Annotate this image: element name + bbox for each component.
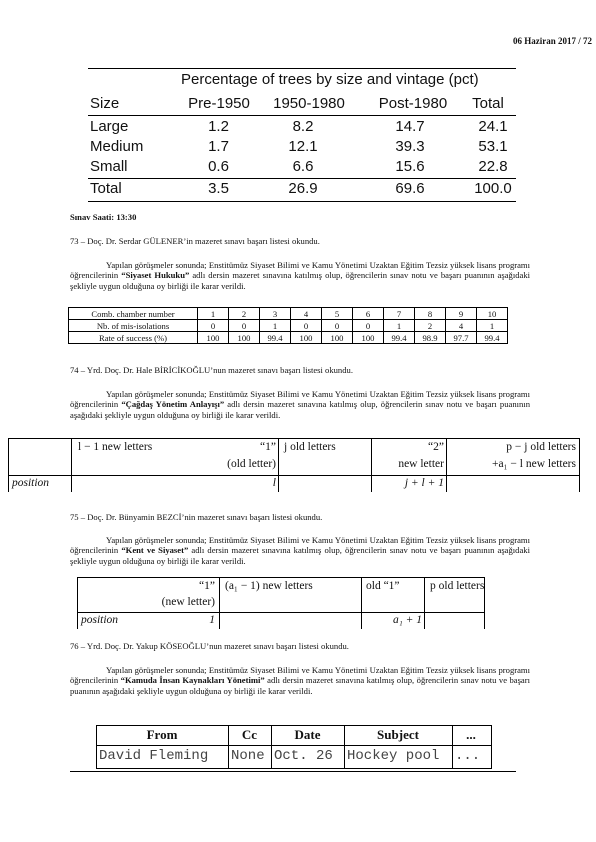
email-table (96, 725, 492, 769)
table-cell: 100 (322, 332, 353, 344)
position-value: 1 (209, 614, 215, 626)
position-value: a₁ + 1 (392, 614, 422, 626)
table-cell: 7 (384, 308, 415, 320)
table-cell: 6.6 (292, 158, 314, 175)
diagram-rule (8, 475, 580, 476)
item-73-heading: 73 – Doç. Dr. Serdar GÜLENER’in mazeret sınavı başarı listesi okundu. (70, 236, 320, 246)
table-cell: 97.7 (446, 332, 477, 344)
table-cell: 8.2 (292, 118, 314, 135)
table-cell: 4 (446, 320, 477, 332)
item-74-paragraph (70, 389, 530, 420)
table-rule (96, 745, 492, 746)
row-label: Rate of success (%) (69, 332, 198, 344)
letter-position-diagram-1 (8, 438, 580, 492)
table-cell: ... (455, 748, 481, 764)
table-cell: 1 (477, 320, 508, 332)
table-cell: 100.0 (474, 180, 512, 197)
table-cell: 8 (415, 308, 446, 320)
table-cell: 6 (353, 308, 384, 320)
col-header: 1950-1980 (273, 95, 345, 112)
diagram-cell: j old letters (284, 441, 336, 453)
table-row (69, 320, 508, 332)
table-cell: 1.7 (208, 138, 229, 155)
paragraph-text: Yapılan görüşmeler sonunda; Enstitümüz Siyaset Bilimi ve Kamu Yönetimi Uzaktan Eğitim Tezsiz yüksek lisans programı öğrencilerinin (70, 535, 530, 556)
item-76-heading: 76 – Yrd. Doç. Dr. Yakup KÖSEOĞLU’nun mazeret sınavı başarı listesi okundu. (70, 641, 349, 651)
position-value: l (272, 477, 276, 489)
diagram-cell: new letter (398, 458, 444, 470)
diagram-rule (8, 438, 580, 439)
table-cell: 100 (198, 332, 229, 344)
paragraph-text: adlı dersin mazeret sınavına katılmış olup, öğrencilerin sınav notu ve başarı puanının aşağıdaki şekliyle uygun olduğuna oy birliği ile karar verildi. (70, 545, 530, 566)
row-label: Comb. chamber number (69, 308, 198, 320)
chamber-table (68, 307, 508, 344)
table-cell: 26.9 (288, 180, 318, 197)
table-cell: 99.4 (260, 332, 291, 344)
table-cell: 100 (353, 332, 384, 344)
table-header-row (88, 95, 516, 115)
table-cell: 99.4 (477, 332, 508, 344)
table-cell: 100 (291, 332, 322, 344)
table-cell: 3.5 (208, 180, 229, 197)
table-cell: 69.6 (395, 180, 425, 197)
table-cell: None (231, 748, 265, 764)
diagram-cell: p old letters (430, 580, 485, 592)
position-value: j + l + 1 (404, 477, 444, 489)
page-rule (70, 771, 516, 772)
table-cell: 99.4 (384, 332, 415, 344)
col-header: ... (466, 727, 476, 742)
table-cell: 0 (229, 320, 260, 332)
diagram-divider (361, 577, 362, 629)
diagram-cell: old “1” (366, 580, 400, 592)
table-rule (88, 201, 516, 202)
table-cell: 10 (477, 308, 508, 320)
col-header: From (146, 727, 178, 742)
table-cell: 1 (198, 308, 229, 320)
trees-table (88, 68, 516, 204)
item-74-heading: 74 – Yrd. Doç. Dr. Hale BİRİCİKOĞLU’nun mazeret sınavı başarı listesi okundu. (70, 365, 353, 375)
diagram-divider (579, 438, 580, 492)
table-cell: 100 (229, 332, 260, 344)
table-row (88, 158, 516, 178)
paragraph-text: adlı dersin mazeret sınavına katılmış olup, öğrencilerin sınav notu ve başarı puanının aşağıdaki şekliyle uygun olduğuna oy birliği ile karar verildi. (70, 399, 530, 420)
course-name: “Kamuda İnsan Kaynakları Yönetimi” (120, 675, 265, 686)
diagram-cell: l − 1 new letters (78, 441, 153, 453)
table-cell: 5 (322, 308, 353, 320)
table-cell: 22.8 (478, 158, 508, 175)
diagram-cell: +a₁ − l new letters (491, 458, 576, 470)
paragraph-text: adlı dersin mazeret sınavına katılmış olup, öğrencilerin sınav notu ve başarı puanının aşağıdaki şekliyle uygun olduğuna oy birliği ile karar verildi. (70, 270, 531, 291)
position-label: position (81, 614, 119, 626)
table-cell: 15.6 (395, 158, 425, 175)
table-rule (88, 115, 516, 116)
table-cell: 0 (291, 320, 322, 332)
diagram-cell: “1” (199, 580, 215, 592)
table-cell: Medium (90, 138, 144, 155)
diagram-divider (219, 577, 220, 629)
table-cell: 1.2 (208, 118, 229, 135)
item-76-paragraph (70, 665, 530, 696)
course-name: “Kent ve Siyaset” (121, 545, 189, 556)
col-header: Cc (241, 727, 258, 742)
diagram-divider (446, 438, 447, 492)
table-cell: 1 (384, 320, 415, 332)
table-cell: 1 (260, 320, 291, 332)
table-cell: 24.1 (478, 118, 508, 135)
col-header: Post-1980 (378, 95, 448, 112)
position-label: position (12, 477, 50, 489)
table-cell: 39.3 (395, 138, 425, 155)
table-cell: Large (90, 118, 129, 135)
paragraph-text: Yapılan görüşmeler sonunda; Enstitümüz Siyaset Bilimi ve Kamu Yönetimi Uzaktan Eğitim Tezsiz yüksek lisans programı öğrencilerinin (70, 665, 530, 686)
diagram-cell: “2” (428, 441, 444, 453)
diagram-divider (71, 438, 72, 492)
diagram-divider (77, 577, 78, 629)
diagram-cell: (a₁ − 1) new letters (225, 580, 313, 592)
table-row (88, 138, 516, 158)
table-rule (88, 178, 516, 179)
diagram-cell: (new letter) (161, 596, 215, 608)
table-cell: 0 (322, 320, 353, 332)
diagram-cell: (old letter) (227, 458, 276, 470)
col-header: Subject (377, 727, 419, 742)
col-header: Size (90, 95, 120, 112)
table-cell: Total (90, 180, 122, 197)
table-cell: David Fleming (99, 748, 209, 764)
diagram-cell: p − j old letters (506, 441, 576, 453)
page-header-date: 06 Haziran 2017 / 72 (513, 36, 592, 46)
paragraph-text: Yapılan görüşmeler sonunda; Enstitümüz Siyaset Bilimi ve Kamu Yönetimi Uzaktan Eğitim Tezsiz yüksek lisans programı öğrencilerinin (70, 260, 530, 281)
table-rule (88, 68, 516, 69)
table-cell: Small (90, 158, 128, 175)
table-cell: 0 (198, 320, 229, 332)
item-75-paragraph (70, 535, 530, 566)
paragraph-text: adlı dersin mazeret sınavına katılmış olup, öğrencilerin sınav notu ve başarı puanının aşağıdaki şekliyle uygun olduğuna oy birliği ile karar verildi. (70, 675, 530, 696)
table-cell: 53.1 (478, 138, 508, 155)
item-73-paragraph (70, 260, 530, 291)
table-cell: Oct. 26 (274, 748, 333, 764)
letter-position-diagram-2 (77, 577, 485, 629)
table-cell: 0.6 (208, 158, 229, 175)
diagram-divider (424, 577, 425, 629)
table-cell: 2 (229, 308, 260, 320)
table-row (69, 308, 508, 320)
table-total-row (88, 180, 516, 200)
table-cell: 14.7 (395, 118, 425, 135)
table-title: Percentage of trees by size and vintage (pct) (181, 71, 479, 88)
table-cell: 2 (415, 320, 446, 332)
paragraph-text: Yapılan görüşmeler sonunda; Enstitümüz Siyaset Bilimi ve Kamu Yönetimi Uzaktan Eğitim Tezsiz yüksek lisans programı öğrencilerinin (70, 389, 530, 410)
col-header: Pre-1950 (188, 95, 250, 112)
table-row (88, 118, 516, 138)
table-cell: 0 (353, 320, 384, 332)
diagram-divider (278, 438, 279, 492)
table-cell: 3 (260, 308, 291, 320)
diagram-cell: “1” (260, 441, 276, 453)
table-cell: 98.9 (415, 332, 446, 344)
col-header: Date (294, 727, 321, 742)
course-name: “Siyaset Hukuku” (121, 270, 190, 281)
exam-time: Sınav Saati: 13:30 (70, 212, 137, 222)
table-cell: Hockey pool (347, 748, 440, 764)
diagram-divider (8, 438, 9, 492)
col-header: Total (472, 95, 504, 112)
table-cell: 9 (446, 308, 477, 320)
row-label: Nb. of mis-isolations (69, 320, 198, 332)
table-row (69, 332, 508, 344)
table-cell: 4 (291, 308, 322, 320)
item-75-heading: 75 – Doç. Dr. Bünyamin BEZCİ’nin mazeret sınavı başarı listesi okundu. (70, 512, 323, 522)
course-name: “Çağdaş Yönetim Anlayışı” (121, 399, 225, 410)
table-cell: 12.1 (288, 138, 318, 155)
